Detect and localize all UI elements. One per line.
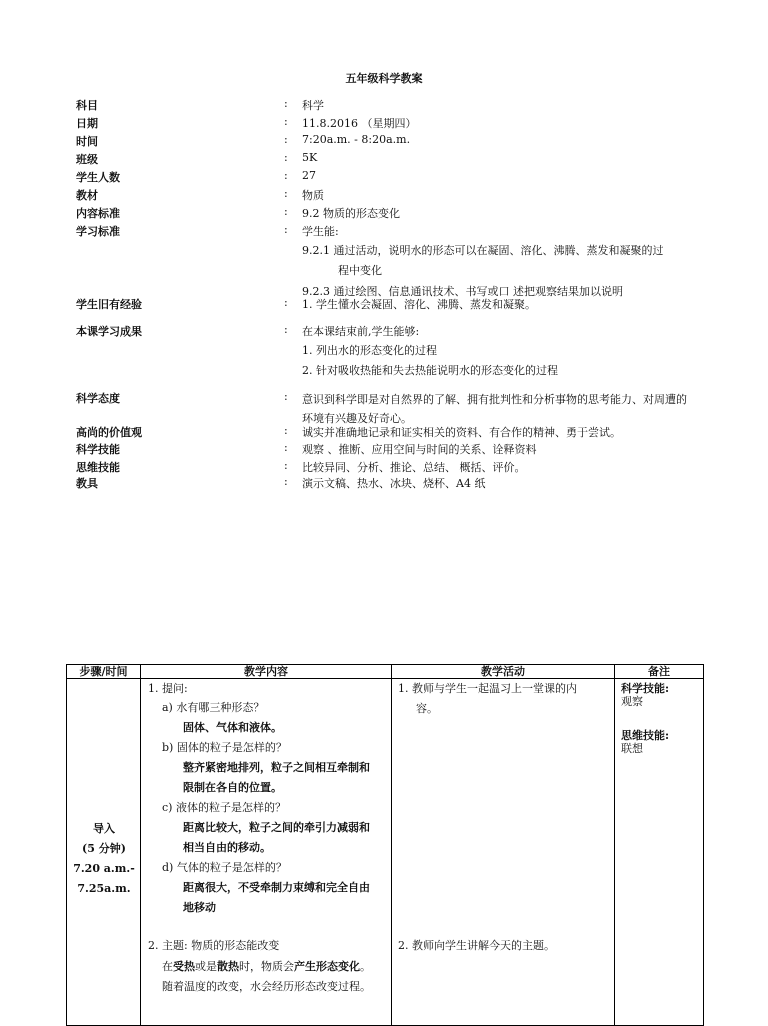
notes-thinking-value: 联想 (621, 742, 643, 755)
topic-text: 。 (360, 960, 371, 973)
activity-1-line2: 容。 (416, 702, 438, 715)
answer-b-line2: 限制在各自的位置。 (183, 781, 282, 794)
notes-thinking-label: 思维技能: (621, 729, 670, 742)
notes-skill-label: 科学技能: (621, 682, 670, 695)
activity-cell (392, 679, 615, 1026)
question-b: b) 固体的粒子是怎样的？ (162, 741, 287, 754)
colon: : (284, 187, 288, 200)
step-time-end: 7.25a.m. (77, 882, 131, 895)
topic-keyword: 产生形态变化 (294, 960, 360, 973)
table-header-row (67, 665, 704, 679)
topic-keyword: 散热 (217, 960, 239, 973)
learning-standard-value: 学生能: (302, 225, 339, 238)
question-d: d) 气体的粒子是怎样的？ (162, 861, 287, 874)
time-value: 7:20a.m. - 8:20a.m. (302, 133, 411, 146)
topic-text: 时，物质会 (239, 960, 294, 973)
step-name: 导入 (93, 822, 115, 835)
answer-a: 固体、气体和液体。 (183, 721, 282, 734)
topic-title: 2. 主题: 物质的形态能改变 (148, 939, 280, 952)
colon: : (284, 169, 288, 182)
page-title: 五年级科学教案 (345, 72, 423, 85)
topic-keyword: 受热 (173, 960, 195, 973)
content-cell (141, 679, 392, 1026)
answer-d-line1: 距离很大，不受牵制力束缚和完全自由 (183, 881, 370, 894)
step-cell (67, 679, 141, 1026)
answer-c-line2: 相当自由的移动。 (183, 841, 271, 854)
outcomes-label: 本课学习成果 (76, 325, 142, 338)
topic-text: 在 (162, 960, 173, 973)
colon: : (284, 97, 288, 110)
prior-knowledge-label: 学生旧有经验 (76, 298, 142, 311)
colon: : (284, 323, 288, 336)
activity-1-line1: 1. 教师与学生一起温习上一堂课的内 (398, 682, 577, 695)
colon: : (284, 459, 288, 472)
step-duration: (5 分钟) (82, 842, 126, 855)
answer-b-line1: 整齐紧密地排列，粒子之间相互牵制和 (183, 761, 370, 774)
thinking-value: 比较异同、分析、推论、总结、 概括、评价。 (302, 461, 526, 474)
content-standard-value: 9.2 物质的形态变化 (302, 207, 400, 220)
answer-c-line1: 距离比较大，粒子之间的牵引力减弱和 (183, 821, 370, 834)
question-c: c) 液体的粒子是怎样的？ (162, 801, 286, 814)
class-value: 5K (302, 151, 318, 164)
question-title: 1. 提问: (148, 682, 188, 695)
thinking-label: 思维技能 (76, 461, 120, 474)
table-row (67, 679, 704, 1026)
class-label: 班级 (76, 153, 98, 166)
learning-standard-item: 程中变化 (338, 264, 382, 277)
colon: : (284, 115, 288, 128)
step-block (67, 819, 141, 899)
students-label: 学生人数 (76, 171, 120, 184)
values-label: 高尚的价值观 (76, 426, 142, 439)
attitude-value: 意识到科学即是对自然界的了解、拥有批判性和分析事物的思考能力、对周遭的环境有兴趣及好奇心。 (302, 393, 687, 425)
values-value: 诚实并准确地记录和证实相关的资料、有合作的精神、勇于尝试。 (302, 426, 621, 439)
date-value: 11.8.2016 （星期四） (302, 117, 417, 130)
material-label: 教材 (76, 189, 98, 202)
colon: : (284, 151, 288, 164)
question-a: a) 水有哪三种形态？ (162, 701, 265, 714)
date-label: 日期 (76, 117, 98, 130)
colon: : (284, 424, 288, 437)
tools-value: 演示文稿、热水、冰块、烧杯、A4 纸 (302, 477, 486, 490)
notes-cell (615, 679, 704, 1026)
colon: : (284, 133, 288, 146)
header-teaching-activity: 教学活动 (392, 665, 615, 679)
learning-standard-item: 9.2.1 通过活动，说明水的形态可以在凝固、溶化、沸腾、蒸发和凝聚的过 (302, 244, 664, 257)
step-time-start: 7.20 a.m.- (73, 862, 135, 875)
answer-d-line2: 地移动 (183, 901, 216, 914)
outcome-item: 2. 针对吸收热能和失去热能说明水的形态变化的过程 (302, 364, 558, 377)
topic-line2: 随着温度的改变，水会经历形态改变过程。 (162, 980, 371, 993)
colon: : (284, 205, 288, 218)
header-remarks: 备注 (615, 665, 704, 679)
time-label: 时间 (76, 135, 98, 148)
colon: : (284, 296, 288, 309)
topic-line1 (162, 958, 371, 974)
colon: : (284, 475, 288, 488)
skills-label: 科学技能 (76, 443, 120, 456)
header-step-time: 步骤/时间 (67, 665, 141, 679)
attitude-label: 科学态度 (76, 392, 120, 405)
lesson-plan-table (66, 664, 704, 1026)
learning-standard-item: 9.2.3 通过绘图、信息通讯技术、书写或口 述把观察结果加以说明 (302, 285, 623, 298)
colon: : (284, 390, 288, 403)
prior-knowledge-value: 1. 学生懂水会凝固、溶化、沸腾、蒸发和凝聚。 (302, 298, 536, 311)
content-standard-label: 内容标准 (76, 207, 120, 220)
outcome-item: 1. 列出水的形态变化的过程 (302, 344, 437, 357)
material-value: 物质 (302, 189, 324, 202)
topic-text: 或是 (195, 960, 217, 973)
notes-skill-value: 观察 (621, 695, 643, 708)
learning-standard-label: 学习标准 (76, 225, 120, 238)
activity-2: 2. 教师向学生讲解今天的主题。 (398, 939, 555, 952)
header-teaching-content: 教学内容 (141, 665, 392, 679)
outcomes-value: 在本课结束前,学生能够: (302, 325, 420, 338)
colon: : (284, 441, 288, 454)
subject-value: 科学 (302, 99, 324, 112)
skills-value: 观察 、推断、应用空间与时间的关系、诠释资料 (302, 443, 537, 456)
tools-label: 教具 (76, 477, 98, 490)
students-value: 27 (302, 169, 316, 182)
colon: : (284, 223, 288, 236)
subject-label: 科目 (76, 99, 98, 112)
